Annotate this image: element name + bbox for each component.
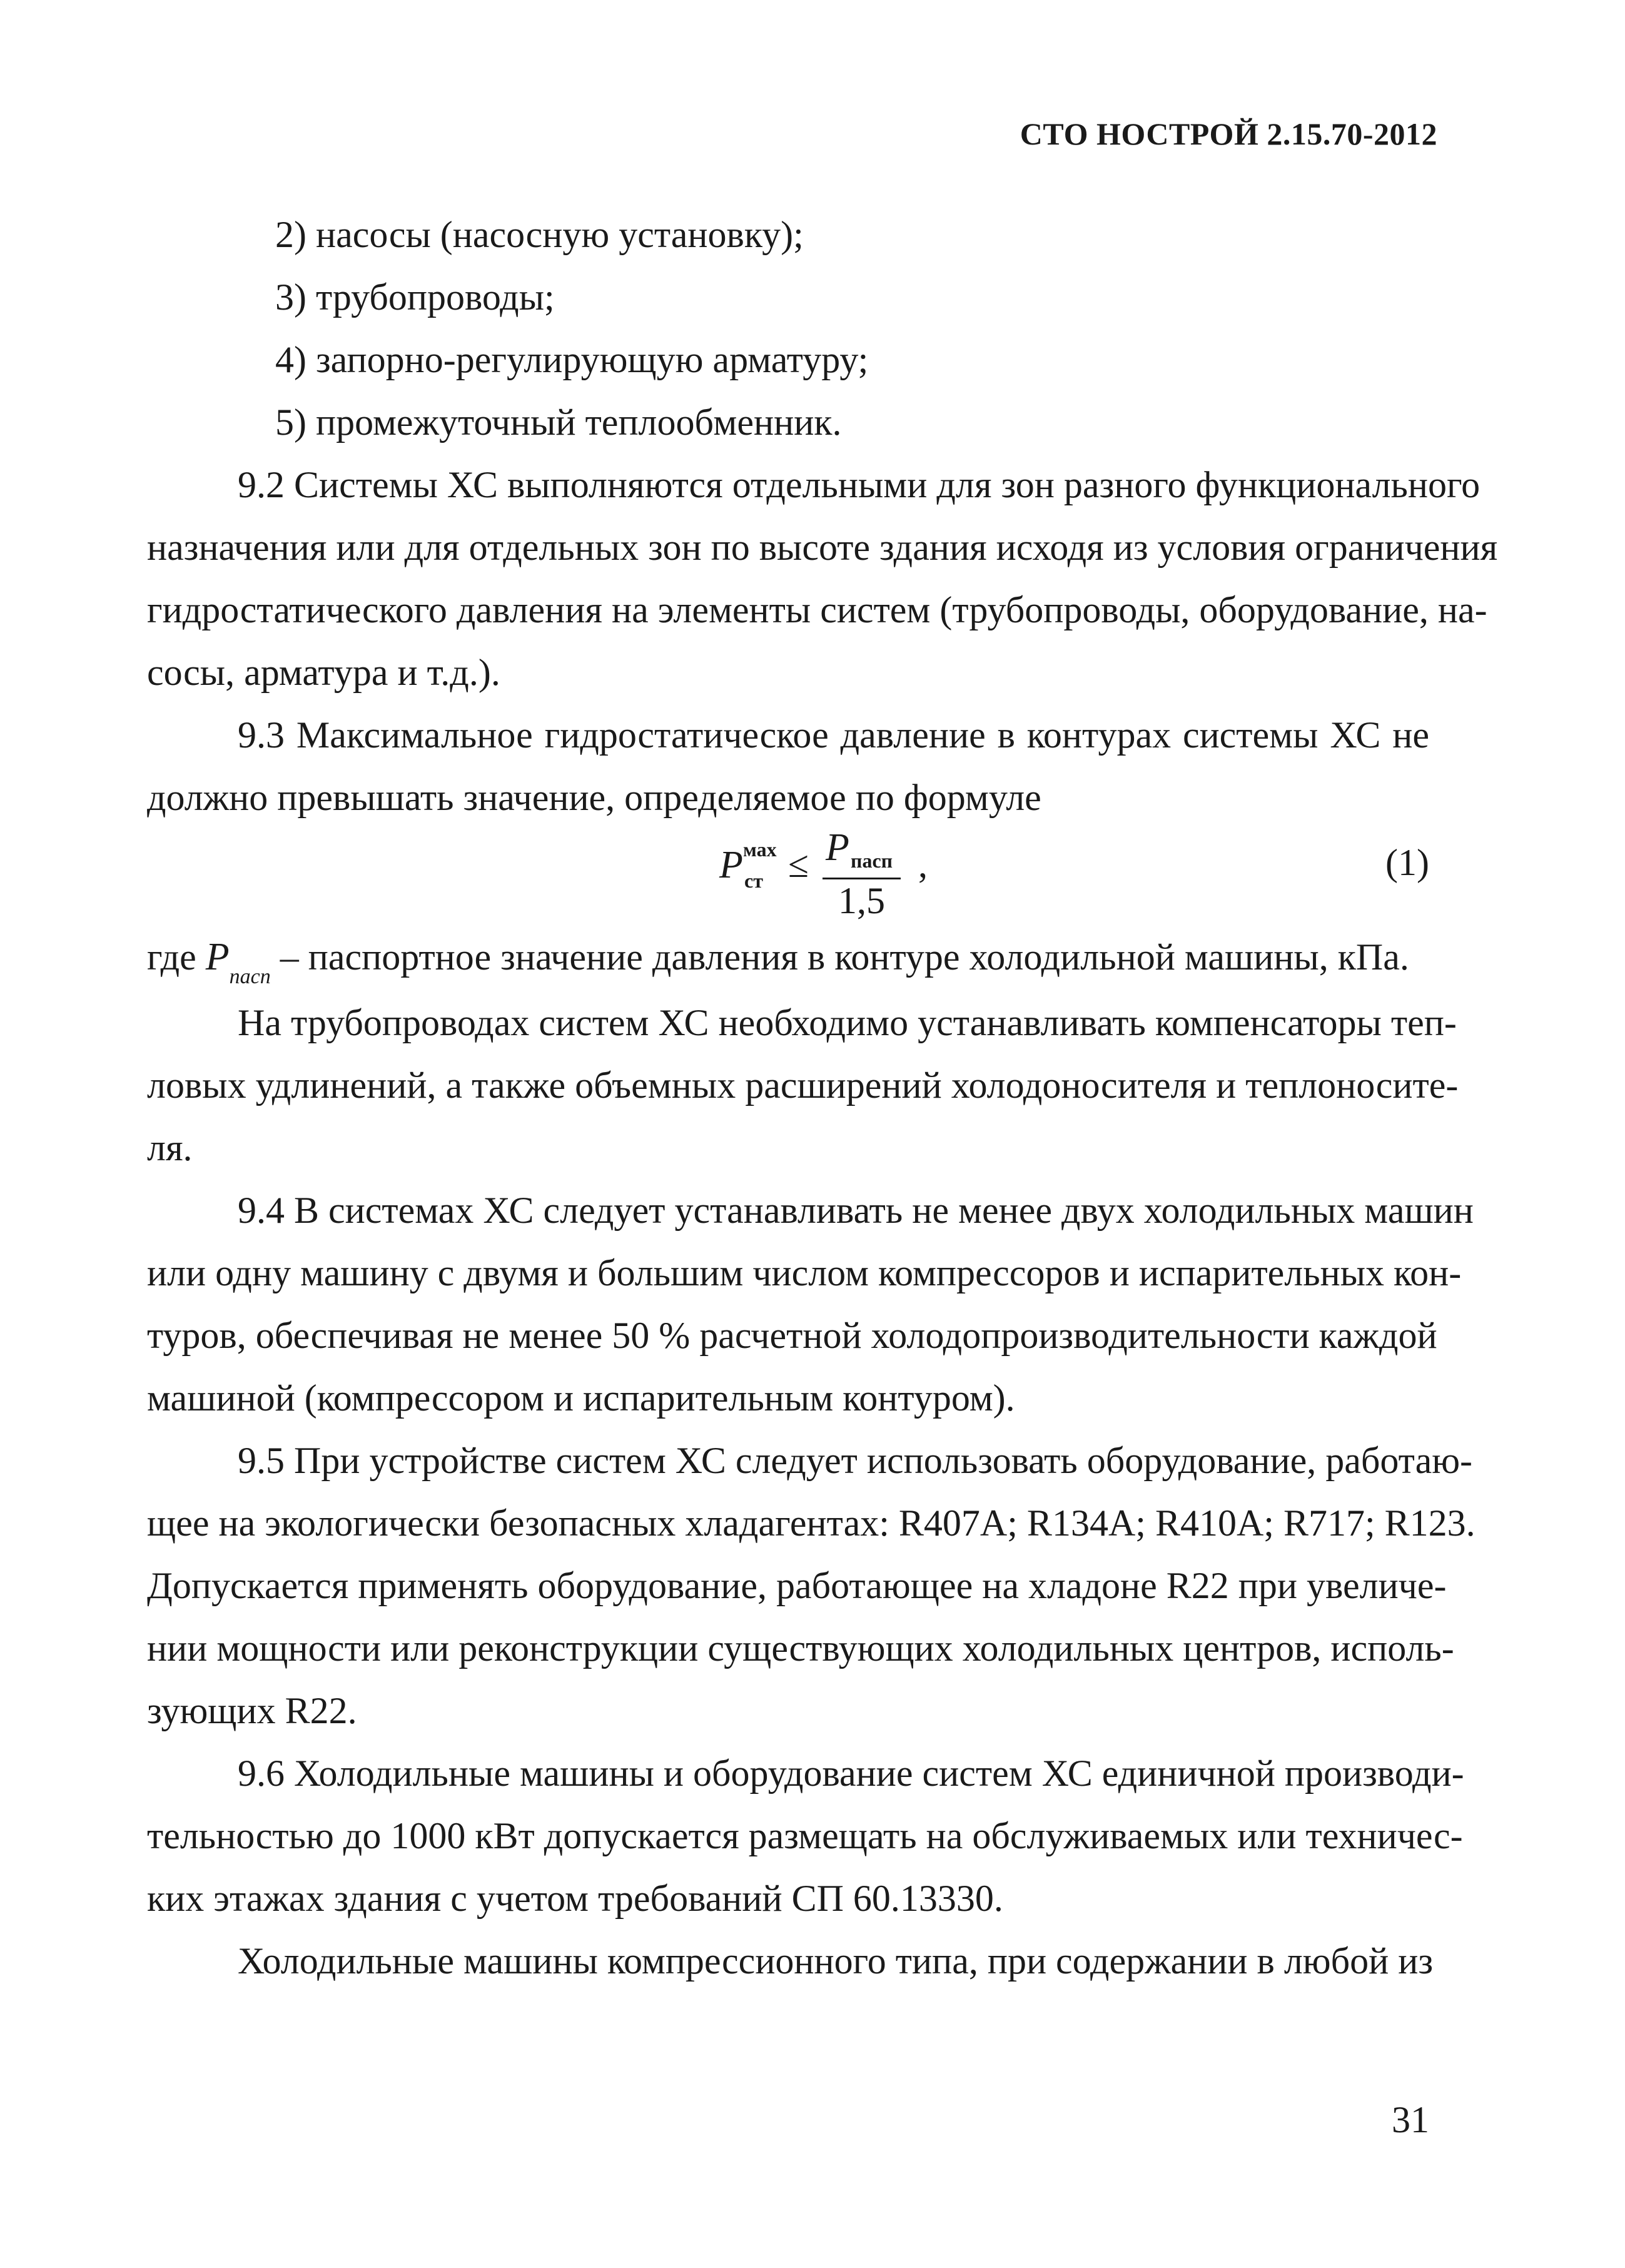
formula-lhs-superscript: мах xyxy=(743,838,777,861)
equation-number: (1) xyxy=(1385,842,1429,883)
page-number: 31 xyxy=(1392,2099,1429,2140)
paragraph-9-5-line: нии мощности или реконструкции существующих холодильных центров, исполь- xyxy=(147,1628,1454,1669)
list-item: 5) промежуточный теплообменник. xyxy=(275,402,842,443)
paragraph-9-4-line: машиной (компрессором и испарительным контуром). xyxy=(147,1377,1015,1419)
paragraph-9-5-line: Допускается применять оборудование, работающее на хладоне R22 при увеличе- xyxy=(147,1565,1447,1606)
list-item: 2) насосы (насосную установку); xyxy=(275,214,804,255)
paragraph-9-5-line: щее на экологически безопасных хладагентах: R407A; R134A; R410A; R717; R123. xyxy=(147,1502,1476,1544)
list-item: 3) трубопроводы; xyxy=(275,276,555,318)
where-prefix: где xyxy=(147,936,196,978)
paragraph-9-6-line: тельностью до 1000 кВт допускается размещать на обслуживаемых или техничес- xyxy=(147,1815,1463,1856)
paragraph-compression-machines-line: Холодильные машины компрессионного типа, при содержании в любой из xyxy=(238,1940,1434,1982)
formula-numerator-subscript: пасп xyxy=(851,849,893,872)
paragraph-9-6-line: ких этажах здания с учетом требований СП 60.13330. xyxy=(147,1878,1003,1919)
paragraph-9-4-line: туров, обеспечивая не менее 50 % расчетной холодопроизводительности каждой xyxy=(147,1315,1437,1356)
where-symbol: P xyxy=(205,936,230,978)
paragraph-9-5-line: 9.5 При устройстве систем ХС следует использовать оборудование, работаю- xyxy=(238,1440,1473,1481)
paragraph-9-3-line: должно превышать значение, определяемое по формуле xyxy=(147,777,1041,818)
paragraph-compensators-line: ловых удлинений, а также объемных расширений холодоносителя и теплоносите- xyxy=(147,1065,1459,1106)
formula-lhs-subscript: ст xyxy=(744,869,763,892)
formula-relation: ≤ xyxy=(788,844,809,885)
formula-numerator-symbol: P xyxy=(826,826,849,869)
formula-trailing-comma: , xyxy=(918,844,928,885)
paragraph-9-2-line: сосы, арматура и т.д.). xyxy=(147,652,500,693)
formula-1 xyxy=(719,826,928,926)
formula-lhs-symbol: P xyxy=(719,844,743,886)
paragraph-9-5-line: зующих R22. xyxy=(147,1690,357,1731)
paragraph-9-2-line: назначения или для отдельных зон по высоте здания исходя из условия ограничения xyxy=(147,527,1498,568)
formula-explanation xyxy=(147,926,1409,988)
paragraph-9-6-line: 9.6 Холодильные машины и оборудование систем ХС единичной производи- xyxy=(238,1753,1464,1794)
paragraph-compensators-line: На трубопроводах систем ХС необходимо устанавливать компенсаторы теп- xyxy=(238,1002,1457,1043)
list-item: 4) запорно-регулирующую арматуру; xyxy=(275,339,869,380)
where-subscript: пасп xyxy=(229,965,271,988)
paragraph-9-2-line: 9.2 Системы ХС выполняются отдельными для зон разного функционального xyxy=(238,464,1481,505)
paragraph-compensators-line: ля. xyxy=(147,1127,193,1168)
document-code-header: СТО НОСТРОЙ 2.15.70-2012 xyxy=(1020,116,1437,151)
where-text: – паспортное значение давления в контуре холодильной машины, кПа. xyxy=(280,936,1409,978)
paragraph-9-4-line: или одну машину с двумя и большим числом компрессоров и испарительных кон- xyxy=(147,1252,1462,1293)
paragraph-9-4-line: 9.4 В системах ХС следует устанавливать не менее двух холодильных машин xyxy=(238,1190,1474,1231)
paragraph-9-3-line: 9.3 Максимальное гидростатическое давление в контурах системы ХС не xyxy=(238,714,1429,756)
paragraph-9-2-line: гидростатического давления на элементы систем (трубопроводы, оборудование, на- xyxy=(147,589,1487,630)
formula-denominator: 1,5 xyxy=(838,880,885,921)
